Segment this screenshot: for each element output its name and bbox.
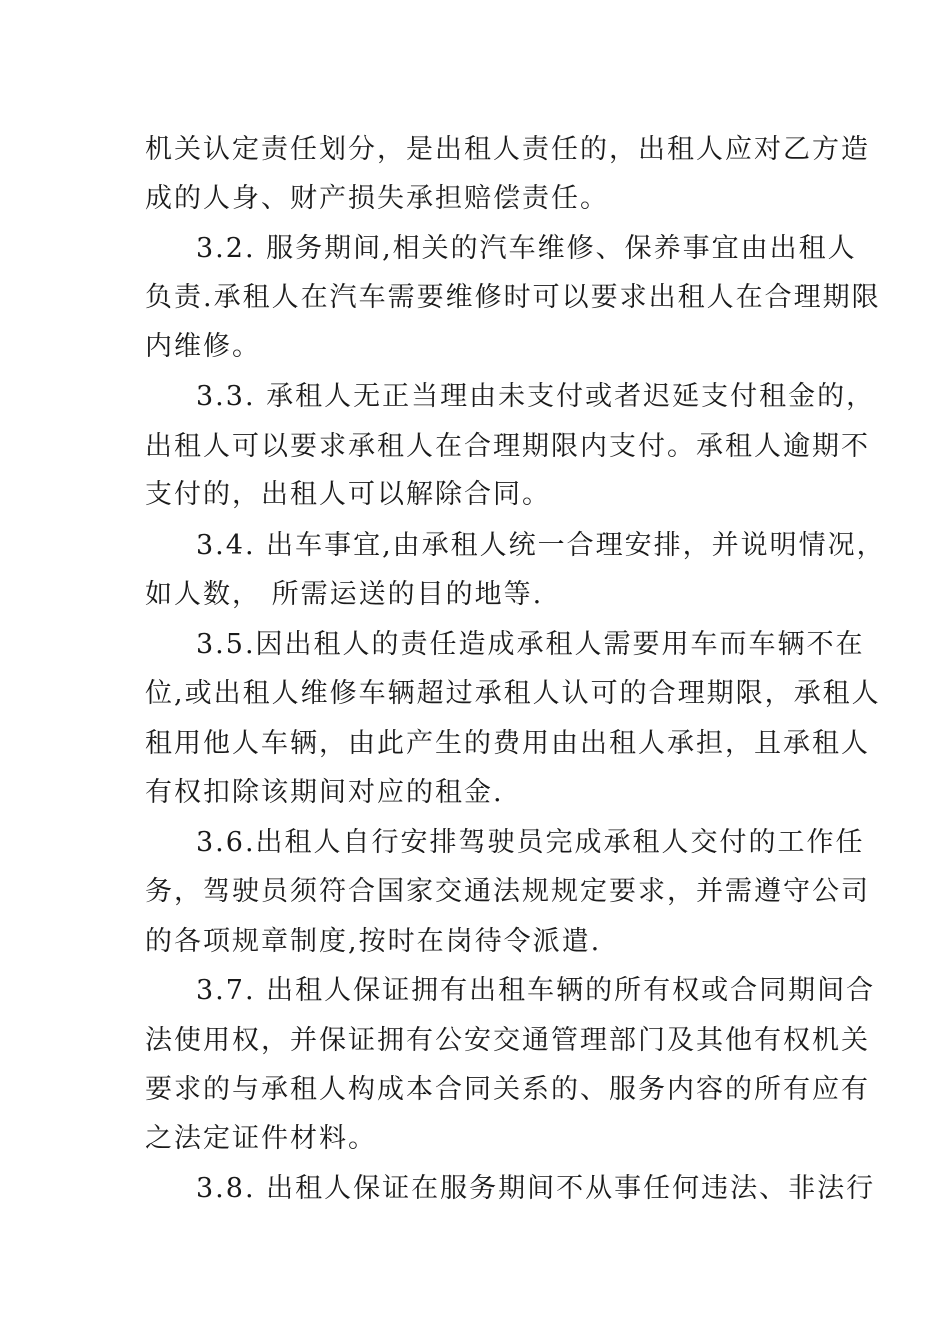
clause-3-3: 3.3. 承租人无正当理由未支付或者迟延支付租金的， — [196, 381, 876, 412]
text-line: 支付的，出租人可以解除合同。 — [145, 479, 551, 510]
text-line: 负责.承租人在汽车需要维修时可以要求出租人在合理期限 — [145, 282, 881, 313]
clause-3-2: 3.2. 服务期间,相关的汽车维修、保养事宜由出租人 — [196, 233, 857, 264]
clause-3-4: 3.4. 出车事宜,由承租人统一合理安排，并说明情况， — [196, 530, 886, 561]
text-line: 位,或出租人维修车辆超过承租人认可的合理期限，承租人 — [145, 678, 881, 709]
text-line: 务，驾驶员须符合国家交通法规规定要求，并需遵守公司 — [145, 876, 870, 907]
text-line: 法使用权，并保证拥有公安交通管理部门及其他有权机关 — [145, 1025, 870, 1056]
text-line: 之法定证件材料。 — [145, 1123, 377, 1154]
text-line: 如人数， 所需运送的目的地等. — [145, 579, 544, 610]
text-line: 成的人身、财产损失承担赔偿责任。 — [145, 183, 609, 214]
text-line: 租用他人车辆，由此产生的费用由出租人承担，且承租人 — [145, 728, 870, 759]
clause-3-7: 3.7. 出租人保证拥有出租车辆的所有权或合同期间合 — [196, 975, 876, 1006]
text-line: 内维修。 — [145, 331, 261, 362]
clause-3-8: 3.8. 出租人保证在服务期间不从事任何违法、非法行 — [196, 1173, 876, 1204]
text-line: 的各项规章制度,按时在岗待令派遣. — [145, 926, 602, 957]
text-line: 要求的与承租人构成本合同关系的、服务内容的所有应有 — [145, 1074, 870, 1105]
clause-3-5: 3.5.因出租人的责任造成承租人需要用车而车辆不在 — [196, 629, 865, 660]
text-line: 机关认定责任划分，是出租人责任的，出租人应对乙方造 — [145, 134, 870, 165]
clause-3-6: 3.6.出租人自行安排驾驶员完成承租人交付的工作任 — [196, 827, 865, 858]
text-line: 有权扣除该期间对应的租金. — [145, 777, 504, 808]
text-line: 出租人可以要求承租人在合理期限内支付。承租人逾期不 — [145, 431, 870, 462]
